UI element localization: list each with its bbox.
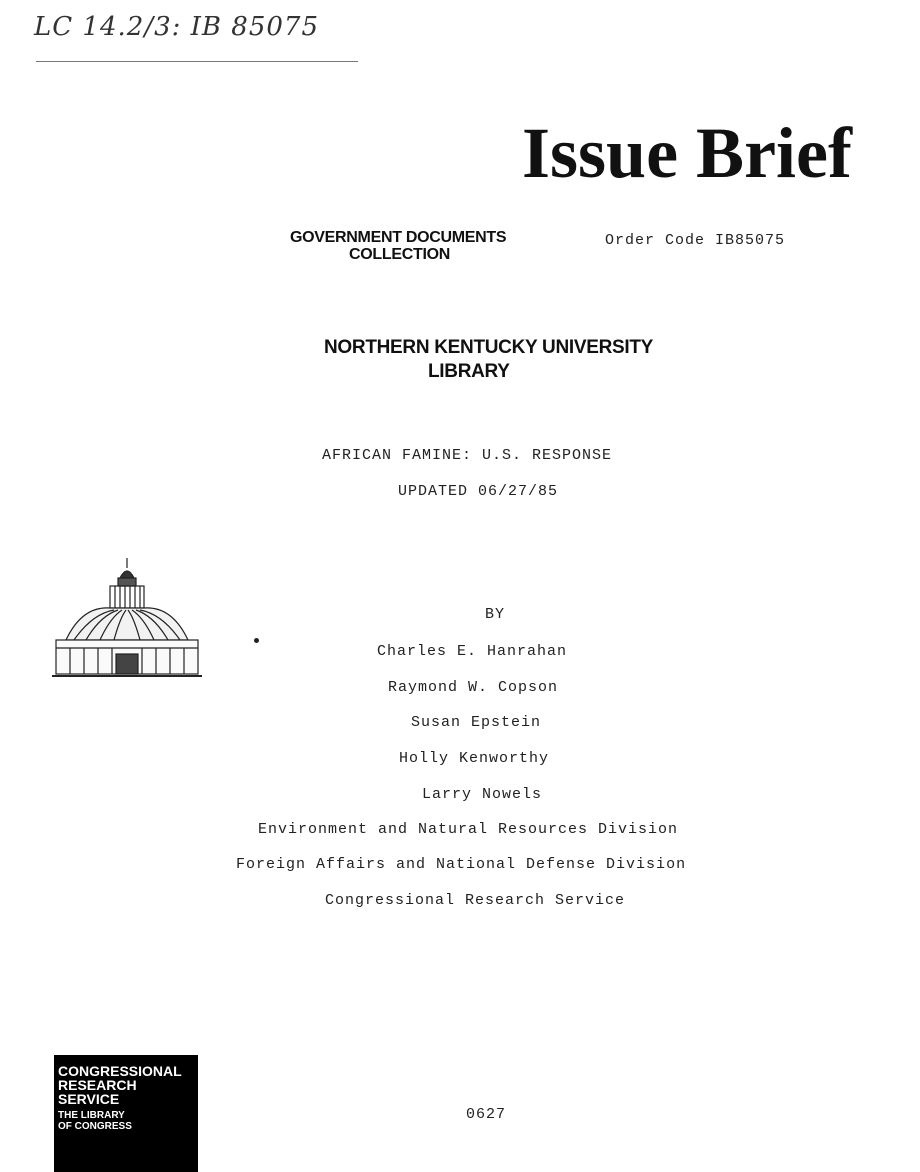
division-crs: Congressional Research Service [325, 892, 626, 909]
crs-logo-line-of-congress: OF CONGRESS [58, 1121, 132, 1132]
stamp-line-university: NORTHERN KENTUCKY UNIVERSITY [324, 337, 654, 358]
crs-logo-line-congressional: CONGRESSIONAL [58, 1063, 182, 1079]
crs-logo-line-research: RESEARCH [58, 1077, 137, 1093]
header-rule [36, 61, 358, 62]
library-of-congress-building-icon [52, 556, 202, 680]
author-nowels: Larry Nowels [422, 786, 543, 803]
crs-logo-line-service: SERVICE [58, 1091, 120, 1107]
stamp-line-government-documents: GOVERNMENT DOCUMENTS [290, 229, 507, 246]
stamp-line-library: LIBRARY [428, 361, 510, 382]
division-foreign-affairs: Foreign Affairs and National Defense Division [236, 856, 687, 873]
division-environment: Environment and Natural Resources Division [258, 821, 679, 838]
crs-logo-line-the-library: THE LIBRARY [58, 1110, 125, 1121]
speck-dot [254, 638, 259, 643]
stamp-line-collection: COLLECTION [349, 246, 450, 263]
author-hanrahan: Charles E. Hanrahan [377, 643, 568, 660]
handwritten-call-number: LC 14.2/3: IB 85075 [34, 12, 319, 42]
order-code: Order Code IB85075 [605, 232, 786, 249]
crs-logo [54, 1055, 198, 1172]
by-label: BY [485, 606, 506, 623]
report-title: AFRICAN FAMINE: U.S. RESPONSE [322, 447, 613, 464]
author-copson: Raymond W. Copson [388, 679, 559, 696]
page-code: 0627 [466, 1106, 507, 1123]
author-epstein: Susan Epstein [411, 714, 542, 731]
author-kenworthy: Holly Kenworthy [399, 750, 550, 767]
report-updated-date: UPDATED 06/27/85 [398, 483, 559, 500]
page-title: Issue Brief [522, 113, 852, 193]
